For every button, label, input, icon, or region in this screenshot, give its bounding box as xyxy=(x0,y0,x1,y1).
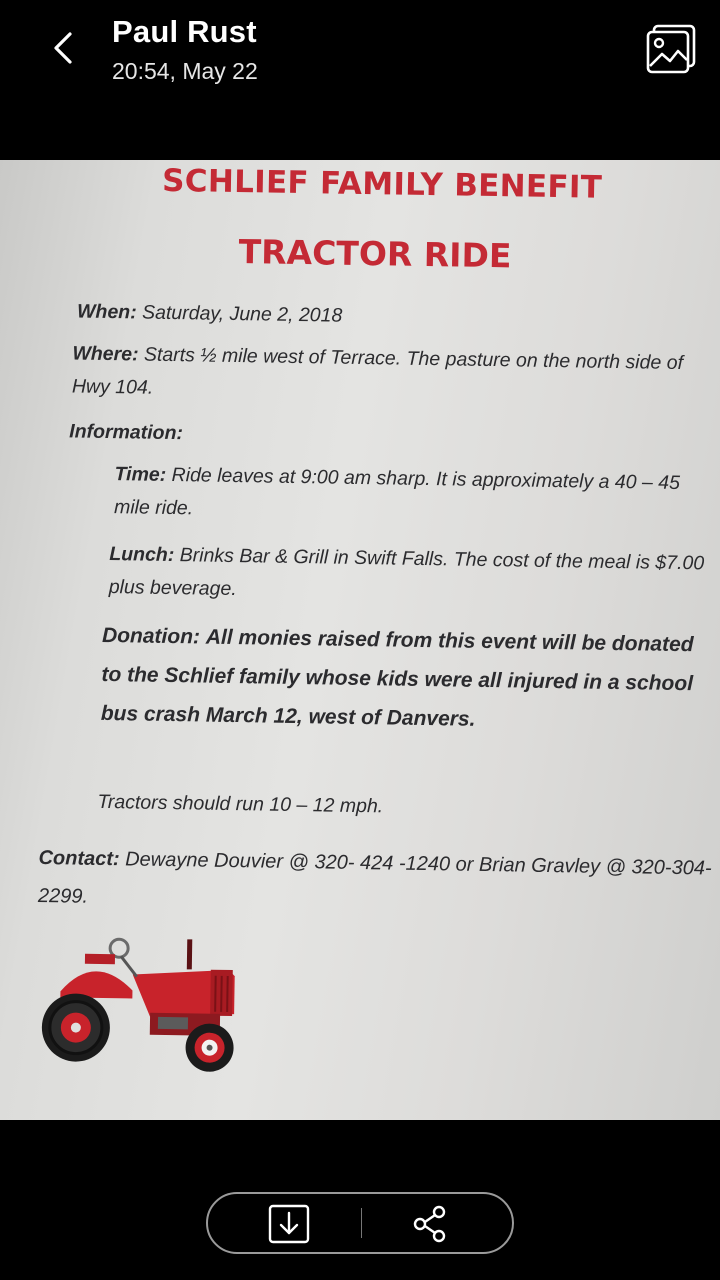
download-icon xyxy=(268,1204,310,1244)
where-line xyxy=(72,337,703,413)
information-label: Information: xyxy=(69,420,184,445)
when-line xyxy=(77,296,343,333)
tractor-illustration xyxy=(39,933,241,1076)
lunch-label: Lunch: xyxy=(109,543,175,567)
back-button[interactable] xyxy=(40,26,84,70)
when-label: When: xyxy=(76,300,137,324)
flyer-paper xyxy=(0,160,720,1120)
when-value: Saturday, June 2, 2018 xyxy=(141,301,343,327)
download-button[interactable] xyxy=(268,1204,310,1244)
donation-line xyxy=(101,616,713,743)
time-value: Ride leaves at 9:00 am sharp. It is approximately a 40 – 45 mile ride. xyxy=(113,464,681,520)
where-label: Where: xyxy=(72,342,139,366)
time-label: Time: xyxy=(114,463,167,486)
chevron-left-icon xyxy=(40,26,84,70)
action-pill xyxy=(206,1192,514,1254)
donation-label: Donation: xyxy=(101,623,201,649)
where-value: Starts ½ mile west of Terrace. The pasture on the north side of Hwy 104. xyxy=(71,343,684,399)
flyer-title-line1: SCHLIEF FAMILY BENEFIT xyxy=(161,162,603,206)
header-bar xyxy=(0,0,720,160)
pill-divider xyxy=(361,1208,362,1238)
contact-value: Dewayne Douvier @ 320- 424 -1240 or Brian Gravley @ 320-304-2299. xyxy=(37,848,712,908)
bottom-action-bar xyxy=(0,1120,720,1280)
photo-viewer[interactable] xyxy=(0,160,720,1120)
share-icon xyxy=(410,1204,450,1244)
flyer-title-line2: TRACTOR RIDE xyxy=(238,232,512,276)
gallery-icon xyxy=(644,22,700,76)
donation-value: All monies raised from this event will be donated to the Schlief family whose kids were all injured in a school bus crash March 12, west of Danvers. xyxy=(100,625,694,731)
share-button[interactable] xyxy=(410,1204,450,1244)
contact-label: Contact: xyxy=(38,846,120,871)
gallery-button[interactable] xyxy=(644,22,700,76)
message-timestamp: 20:54, May 22 xyxy=(112,58,258,84)
time-line xyxy=(114,458,715,533)
contact-line xyxy=(38,839,719,926)
lunch-line xyxy=(109,538,710,613)
sender-name: Paul Rust xyxy=(112,14,257,49)
tractors-speed-note: Tractors should run 10 – 12 mph. xyxy=(97,790,384,818)
lunch-value: Brinks Bar & Grill in Swift Falls. The cost of the meal is $7.00 plus beverage. xyxy=(108,544,705,601)
